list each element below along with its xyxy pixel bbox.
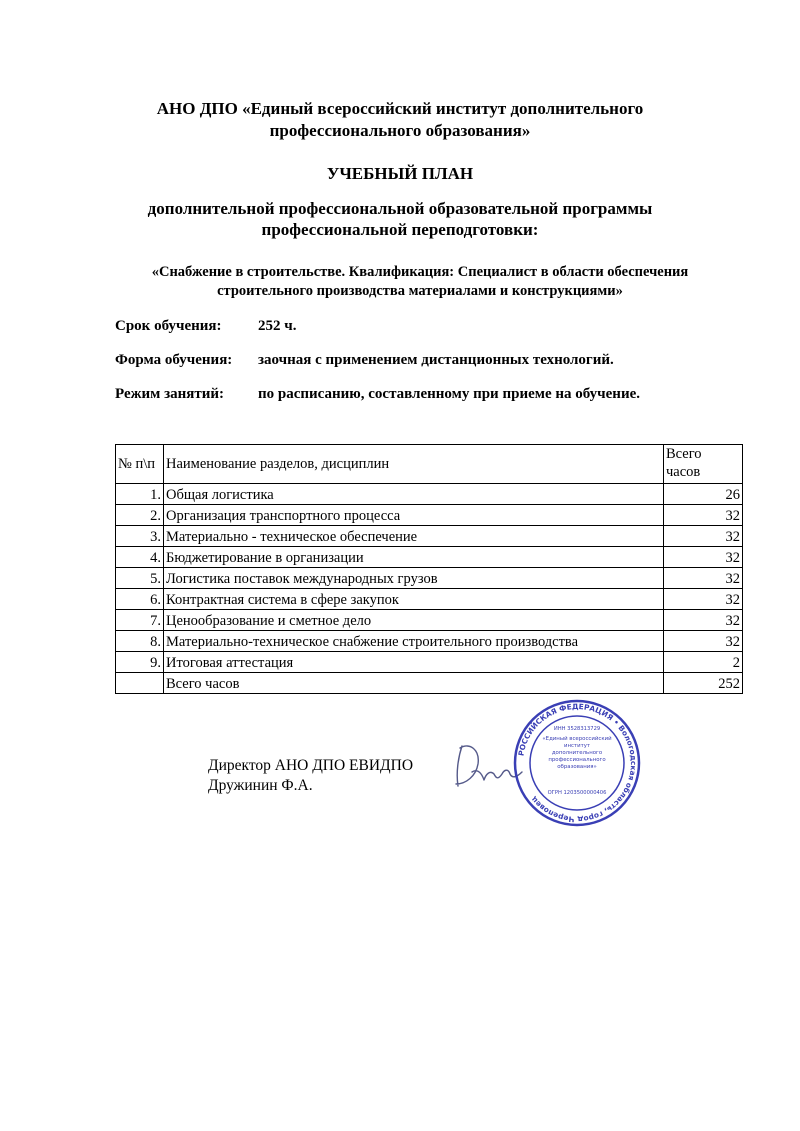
- mode-label: Режим занятий:: [115, 386, 225, 402]
- row-hours: 32: [664, 526, 743, 547]
- row-num: 2.: [116, 505, 164, 526]
- form-row: [115, 352, 614, 369]
- row-name: Ценообразование и сметное дело: [164, 610, 664, 631]
- stamp-ogrn: ОГРН 1203500000406: [547, 790, 607, 796]
- director-title: Директор АНО ДПО ЕВИДПО: [208, 757, 414, 774]
- header-hours-line-1: Всего: [666, 446, 702, 462]
- curriculum-table: [115, 444, 743, 694]
- row-num: 3.: [116, 526, 164, 547]
- document-title: УЧЕБНЫЙ ПЛАН: [326, 164, 474, 183]
- subtitle-line-1: дополнительной профессиональной образовательной программы: [147, 199, 653, 218]
- row-hours: 32: [664, 610, 743, 631]
- form-label: Форма обучения:: [115, 352, 233, 368]
- term-value: 252 ч.: [258, 318, 297, 334]
- table-row: [116, 484, 743, 505]
- organization-line-2: профессионального образования»: [269, 121, 531, 140]
- row-num: 1.: [116, 484, 164, 505]
- row-hours: 32: [664, 505, 743, 526]
- row-num: 7.: [116, 610, 164, 631]
- form-value: заочная с применением дистанционных технологий.: [258, 352, 614, 368]
- mode-row: [115, 386, 640, 403]
- header-num: № п\п: [116, 445, 164, 484]
- organization-name: [100, 98, 700, 142]
- row-num: 4.: [116, 547, 164, 568]
- row-name: Общая логистика: [164, 484, 664, 505]
- header-hours: [664, 445, 743, 484]
- row-name: Организация транспортного процесса: [164, 505, 664, 526]
- row-hours: 26: [664, 484, 743, 505]
- row-hours: 32: [664, 589, 743, 610]
- stamp-center-text: «Единый всероссийский институт дополнительного профессионального образования»: [542, 736, 612, 770]
- table-row: [116, 547, 743, 568]
- subtitle-line-2: профессиональной переподготовки:: [261, 220, 539, 239]
- row-hours: 32: [664, 568, 743, 589]
- total-num-empty: [116, 673, 164, 694]
- program-line-1: «Снабжение в строительстве. Квалификация: Специалист в области обеспечения: [151, 264, 689, 280]
- total-hours: 252: [664, 673, 743, 694]
- header-name: Наименование разделов, дисциплин: [164, 445, 664, 484]
- total-label: Всего часов: [164, 673, 664, 694]
- row-name: Итоговая аттестация: [164, 652, 664, 673]
- stamp-outer-text: РОССИЙСКАЯ ФЕДЕРАЦИЯ • Вологодская область, город Череповец: [516, 701, 639, 825]
- table-total-row: [116, 673, 743, 694]
- row-name: Материально - техническое обеспечение: [164, 526, 664, 547]
- program-line-2: строительного производства материалами и конструкциями»: [217, 283, 623, 299]
- row-num: 8.: [116, 631, 164, 652]
- director-name: Дружинин Ф.А.: [208, 777, 313, 794]
- document-subtitle: [90, 198, 710, 240]
- director-signature-block: [208, 756, 413, 796]
- organization-stamp: [512, 698, 642, 828]
- table-row: [116, 610, 743, 631]
- row-name: Контрактная система в сфере закупок: [164, 589, 664, 610]
- table-row: [116, 652, 743, 673]
- row-num: 9.: [116, 652, 164, 673]
- header-hours-line-2: часов: [666, 464, 701, 480]
- table-header-row: [116, 445, 743, 484]
- table-row: [116, 526, 743, 547]
- row-name: Логистика поставок международных грузов: [164, 568, 664, 589]
- term-label: Срок обучения:: [115, 318, 222, 334]
- mode-value: по расписанию, составленному при приеме на обучение.: [258, 386, 640, 402]
- table-row: [116, 631, 743, 652]
- program-name: [90, 263, 750, 301]
- table-row: [116, 568, 743, 589]
- row-hours: 32: [664, 631, 743, 652]
- row-name: Бюджетирование в организации: [164, 547, 664, 568]
- row-name: Материально-техническое снабжение строительного производства: [164, 631, 664, 652]
- stamp-inn: ИНН 3528313729: [553, 726, 601, 732]
- row-num: 6.: [116, 589, 164, 610]
- table-row: [116, 589, 743, 610]
- organization-line-1: АНО ДПО «Единый всероссийский институт дополнительного: [156, 99, 644, 118]
- row-hours: 2: [664, 652, 743, 673]
- row-hours: 32: [664, 547, 743, 568]
- table-row: [116, 505, 743, 526]
- term-row: [115, 318, 297, 335]
- row-num: 5.: [116, 568, 164, 589]
